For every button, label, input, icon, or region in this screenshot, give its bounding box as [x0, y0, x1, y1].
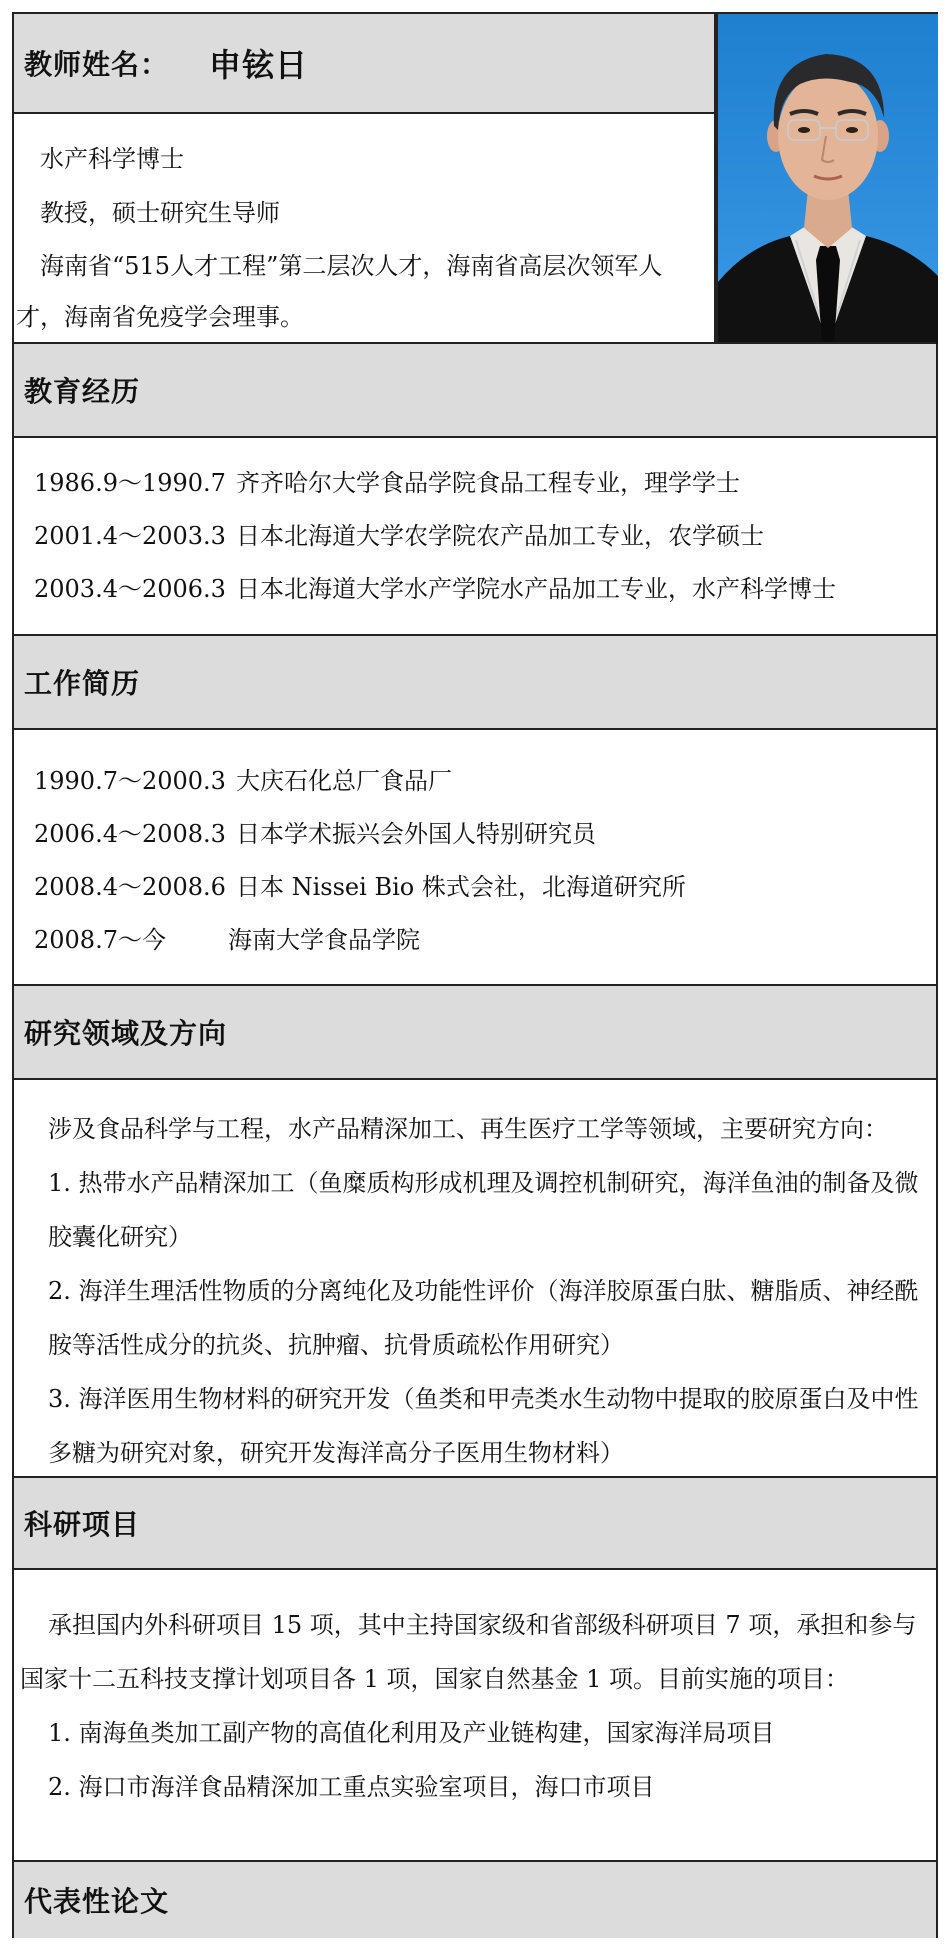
- projects-header: [14, 1476, 936, 1570]
- work-date: 1990.7～2000.3: [34, 767, 226, 795]
- name-header: [14, 14, 714, 114]
- projects-title: 科研项目: [24, 1508, 141, 1541]
- education-desc: 日本北海道大学农学院农产品加工专业，农学硕士: [236, 522, 764, 550]
- education-title: 教育经历: [24, 375, 141, 408]
- project-line: 国家十二五科技支撑计划项目各 1 项，国家自然基金 1 项。目前实施的项目：: [20, 1665, 850, 1693]
- bio-line: 才，海南省免疫学会理事。: [16, 303, 304, 331]
- bio-line: 教授，硕士研究生导师: [40, 199, 280, 227]
- work-desc: 海南大学食品学院: [228, 926, 420, 954]
- research-header: [14, 984, 936, 1080]
- work-section: [14, 730, 936, 984]
- teacher-photo: [716, 14, 938, 344]
- education-date: 1986.9～1990.7: [34, 469, 226, 497]
- name-label: 教师姓名：: [24, 48, 170, 81]
- research-line: 胶囊化研究）: [48, 1223, 192, 1251]
- research-line: 胺等活性成分的抗炎、抗肿瘤、抗骨质疏松作用研究）: [48, 1331, 624, 1359]
- research-line: 1. 热带水产品精深加工（鱼糜质构形成机理及调控机制研究，海洋鱼油的制备及微: [48, 1169, 919, 1197]
- research-title: 研究领域及方向: [24, 1017, 228, 1050]
- papers-title: 代表性论文: [24, 1885, 170, 1918]
- projects-section: [14, 1570, 936, 1860]
- work-date: 2006.4～2008.3: [34, 820, 226, 848]
- research-line: 2. 海洋生理活性物质的分离纯化及功能性评价（海洋胶原蛋白肽、糖脂质、神经酰: [48, 1277, 919, 1305]
- education-date: 2003.4～2006.3: [34, 575, 226, 603]
- research-section: [14, 1080, 936, 1476]
- bio-line: 海南省“515人才工程”第二层次人才，海南省高层次领军人: [40, 252, 663, 280]
- portrait-image: [718, 14, 938, 344]
- work-desc: 日本 Nissei Bio 株式会社，北海道研究所: [236, 873, 686, 901]
- papers-header: [14, 1860, 936, 1938]
- education-section: [14, 438, 936, 634]
- work-desc: 大庆石化总厂食品厂: [236, 767, 452, 795]
- education-desc: 齐齐哈尔大学食品学院食品工程专业，理学学士: [236, 469, 740, 497]
- work-date: 2008.4～2008.6: [34, 873, 226, 901]
- project-line: 承担国内外科研项目 15 项，其中主持国家级和省部级科研项目 7 项，承担和参与: [48, 1611, 917, 1639]
- education-desc: 日本北海道大学水产学院水产品加工专业，水产科学博士: [236, 575, 836, 603]
- work-date: 2008.7～今: [34, 926, 166, 954]
- research-line: 涉及食品科学与工程，水产品精深加工、再生医疗工学等领域，主要研究方向：: [48, 1115, 888, 1143]
- teacher-name: 申铉日: [209, 46, 309, 84]
- research-line: 多糖为研究对象，研究开发海洋高分子医用生物材料）: [48, 1439, 624, 1467]
- project-line: 2. 海口市海洋食品精深加工重点实验室项目，海口市项目: [48, 1773, 655, 1801]
- work-title: 工作简历: [24, 667, 141, 700]
- project-line: 1. 南海鱼类加工副产物的高值化利用及产业链构建，国家海洋局项目: [48, 1719, 775, 1747]
- teacher-profile-table: [12, 12, 938, 1938]
- work-header: [14, 634, 936, 730]
- education-date: 2001.4～2003.3: [34, 522, 226, 550]
- research-line: 3. 海洋医用生物材料的研究开发（鱼类和甲壳类水生动物中提取的胶原蛋白及中性: [48, 1385, 919, 1413]
- education-header: [14, 342, 936, 438]
- bio-section: [14, 114, 714, 344]
- work-desc: 日本学术振兴会外国人特别研究员: [236, 820, 596, 848]
- bio-line: 水产科学博士: [40, 145, 184, 173]
